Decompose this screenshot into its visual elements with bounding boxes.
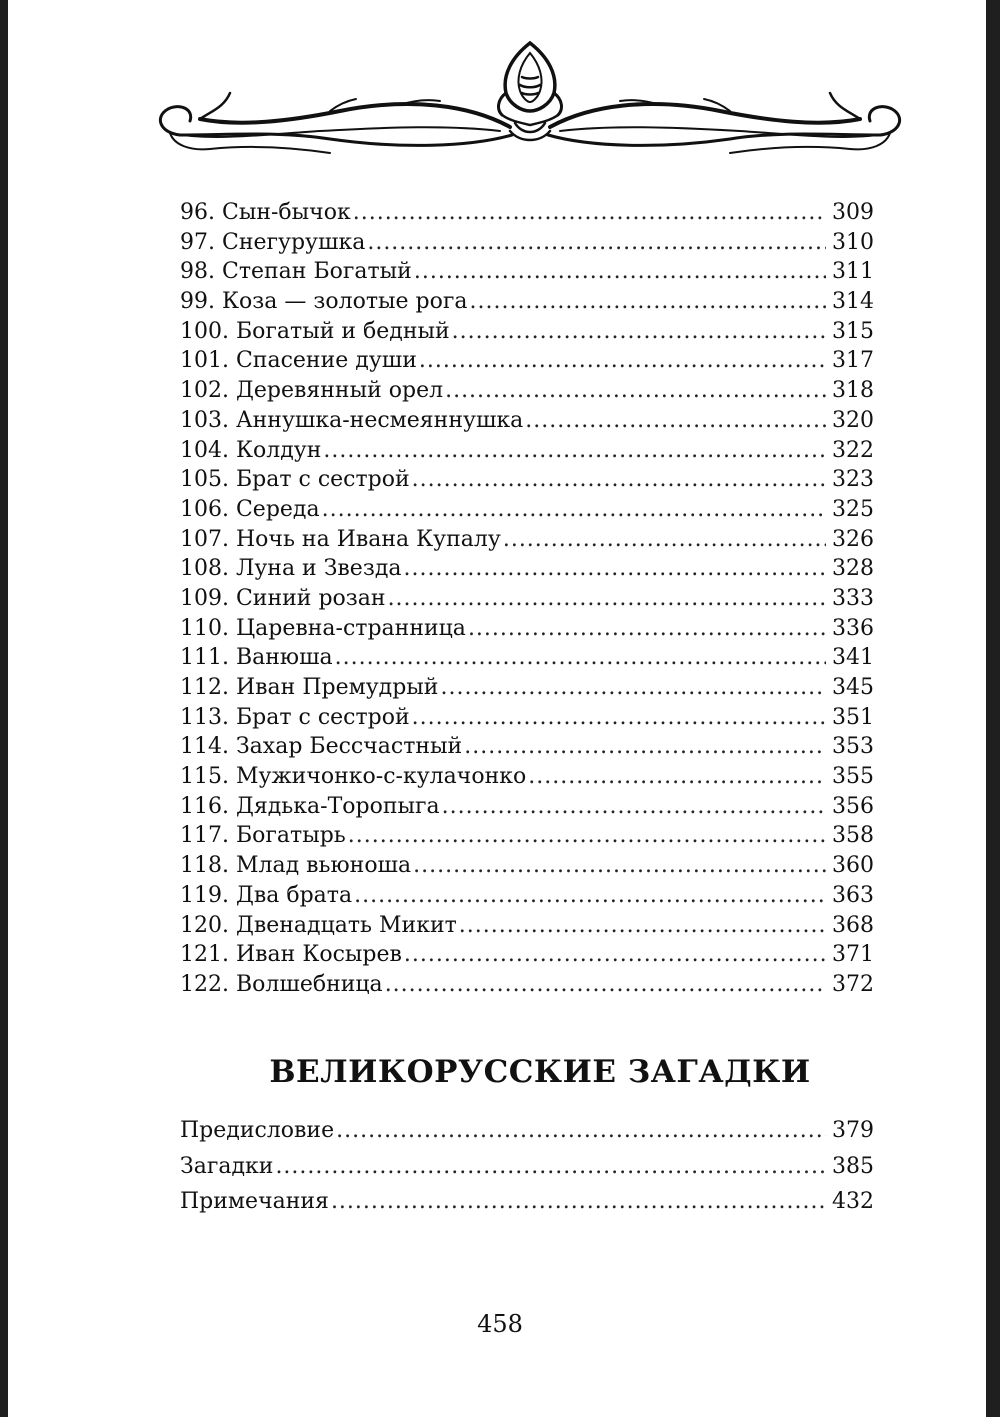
toc-entry-page: 341 <box>832 645 874 671</box>
toc-entry-title: 98. Степан Богатый <box>180 259 412 285</box>
dot-leader <box>412 465 826 495</box>
dot-leader <box>388 584 826 614</box>
toc-entry-page: 320 <box>832 407 874 433</box>
toc-entry-page: 358 <box>832 823 874 849</box>
toc-entry-title: Примечания <box>180 1189 329 1214</box>
toc-entry-title: 99. Коза — золотые рога <box>180 289 468 315</box>
toc-entry-page: 360 <box>832 853 874 879</box>
section-heading: ВЕЛИКОРУССКИЕ ЗАГАДКИ <box>269 1054 811 1090</box>
toc-entry-title: 107. Ночь на Ивана Купалу <box>180 526 501 552</box>
toc-entry-page: 333 <box>832 585 874 611</box>
toc-entry-title: 117. Богатырь <box>180 823 346 849</box>
toc-entry-title: 118. Млад вьюноша <box>180 853 412 879</box>
toc-entry-page: 315 <box>832 318 874 344</box>
toc-entry-page: 309 <box>832 200 874 225</box>
toc-entry-title: 119. Два брата <box>180 882 353 908</box>
toc-entry[interactable] <box>180 792 872 822</box>
dot-leader <box>442 792 826 822</box>
dot-leader <box>354 881 826 911</box>
dot-leader <box>445 376 826 406</box>
dot-leader <box>404 940 826 970</box>
toc-entry[interactable] <box>180 673 872 703</box>
dot-leader <box>412 703 826 733</box>
toc-entry-page: 355 <box>832 764 874 790</box>
toc-entry[interactable] <box>180 851 872 881</box>
toc-entry[interactable] <box>180 465 872 495</box>
toc-entry-page: 345 <box>832 675 874 700</box>
dot-leader <box>335 643 826 673</box>
toc-entry[interactable] <box>180 881 872 911</box>
dot-leader <box>528 762 826 792</box>
toc-entry[interactable] <box>180 821 872 851</box>
toc-entry-page: 372 <box>832 971 874 997</box>
toc-entry-page: 325 <box>832 496 874 522</box>
toc-entry-page: 371 <box>832 942 874 968</box>
toc-entry-title: 105. Брат с сестрой <box>180 467 410 493</box>
dot-leader <box>353 198 826 228</box>
toc-entry[interactable] <box>180 495 872 525</box>
toc-entry-title: 113. Брат с сестрой <box>180 704 410 730</box>
dot-leader <box>367 228 826 258</box>
dot-leader <box>414 257 826 287</box>
toc-entry[interactable] <box>180 525 872 555</box>
dot-leader <box>468 614 826 644</box>
toc-entry-title: 101. Спасение души <box>180 348 417 374</box>
toc-entry[interactable] <box>180 346 872 376</box>
toc-entry-page: 336 <box>832 615 874 641</box>
toc-entry-title: Предисловие <box>180 1118 335 1143</box>
toc-entry[interactable] <box>180 911 872 941</box>
toc-entry[interactable] <box>180 762 872 792</box>
toc-entry[interactable] <box>180 643 872 673</box>
toc-entry[interactable] <box>180 376 872 406</box>
toc-entry-title: 116. Дядька-Торопыга <box>180 793 440 819</box>
toc-entry[interactable] <box>180 1184 872 1220</box>
toc-entry[interactable] <box>180 970 872 1000</box>
toc-entry-title: 109. Синий розан <box>180 585 386 611</box>
toc-entry-page: 310 <box>832 229 874 255</box>
table-of-contents <box>180 198 872 1000</box>
dot-leader <box>503 525 826 555</box>
toc-entry[interactable] <box>180 228 872 258</box>
toc-entry-title: Загадки <box>180 1153 274 1179</box>
dot-leader <box>419 346 826 376</box>
toc-entry[interactable] <box>180 287 872 317</box>
toc-entry-page: 379 <box>832 1118 874 1143</box>
toc-entry-title: 100. Богатый и бедный <box>180 318 450 344</box>
toc-entry-page: 356 <box>832 793 874 819</box>
toc-entry-title: 108. Луна и Звезда <box>180 556 402 582</box>
dot-leader <box>385 970 826 1000</box>
toc-entry-page: 368 <box>832 912 874 938</box>
toc-entry-page: 323 <box>832 467 874 493</box>
toc-entry-page: 317 <box>832 348 874 374</box>
toc-entry-title: 115. Мужичонко-с-кулачонко <box>180 764 527 790</box>
toc-entry-title: 110. Царевна-странница <box>180 615 466 641</box>
toc-entry-page: 322 <box>832 437 874 463</box>
toc-entry-page: 351 <box>832 704 874 730</box>
toc-entry[interactable] <box>180 554 872 584</box>
toc-entry[interactable] <box>180 198 872 228</box>
toc-entry-page: 326 <box>832 526 874 552</box>
dot-leader <box>464 732 826 762</box>
dot-leader <box>403 554 826 584</box>
dot-leader <box>459 911 826 941</box>
toc-entry[interactable] <box>180 703 872 733</box>
toc-entry[interactable] <box>180 584 872 614</box>
toc-entry-title: 96. Сын-бычок <box>180 200 351 225</box>
toc-entry-title: 97. Снегурушка <box>180 229 366 255</box>
dot-leader <box>525 406 826 436</box>
toc-entry-title: 121. Иван Косырев <box>180 942 402 968</box>
toc-entry-page: 385 <box>832 1153 874 1179</box>
toc-entry-title: 104. Колдун <box>180 437 322 463</box>
decorative-vignette-icon <box>150 35 910 165</box>
toc-entry-title: 122. Волшебница <box>180 971 383 997</box>
toc-entry[interactable] <box>180 1113 872 1149</box>
toc-entry[interactable] <box>180 436 872 466</box>
dot-leader <box>348 821 826 851</box>
dot-leader <box>440 673 826 703</box>
toc-entry-page: 353 <box>832 734 874 760</box>
dot-leader <box>452 317 826 347</box>
toc-entry-page: 328 <box>832 556 874 582</box>
toc-entry-page: 363 <box>832 882 874 908</box>
toc-entry-title: 111. Ванюша <box>180 645 333 671</box>
dot-leader <box>275 1149 826 1185</box>
toc-entry[interactable] <box>180 940 872 970</box>
toc-entry[interactable] <box>180 257 872 287</box>
toc-entry-page: 432 <box>832 1189 874 1214</box>
toc-entry-title: 106. Середа <box>180 496 320 522</box>
dot-leader <box>336 1113 826 1149</box>
toc-entry-page: 311 <box>832 259 874 285</box>
dot-leader <box>322 495 826 525</box>
toc-entry-title: 112. Иван Премудрый <box>180 675 439 700</box>
page-number: 458 <box>477 1310 523 1338</box>
toc-entry[interactable] <box>180 614 872 644</box>
toc-entry[interactable] <box>180 732 872 762</box>
toc-entry-title: 120. Двенадцать Микит <box>180 912 457 938</box>
toc-entry-page: 314 <box>832 289 874 315</box>
toc-entry[interactable] <box>180 1149 872 1185</box>
toc-entry[interactable] <box>180 406 872 436</box>
section-contents <box>180 1113 872 1220</box>
toc-entry[interactable] <box>180 317 872 347</box>
toc-entry-title: 103. Аннушка-несмеяннушка <box>180 407 524 433</box>
toc-entry-title: 102. Деревянный орел <box>180 378 444 404</box>
dot-leader <box>413 851 826 881</box>
dot-leader <box>323 436 826 466</box>
dot-leader <box>331 1184 826 1220</box>
toc-entry-title: 114. Захар Бессчастный <box>180 734 463 760</box>
dot-leader <box>469 287 826 317</box>
toc-entry-page: 318 <box>832 378 874 404</box>
